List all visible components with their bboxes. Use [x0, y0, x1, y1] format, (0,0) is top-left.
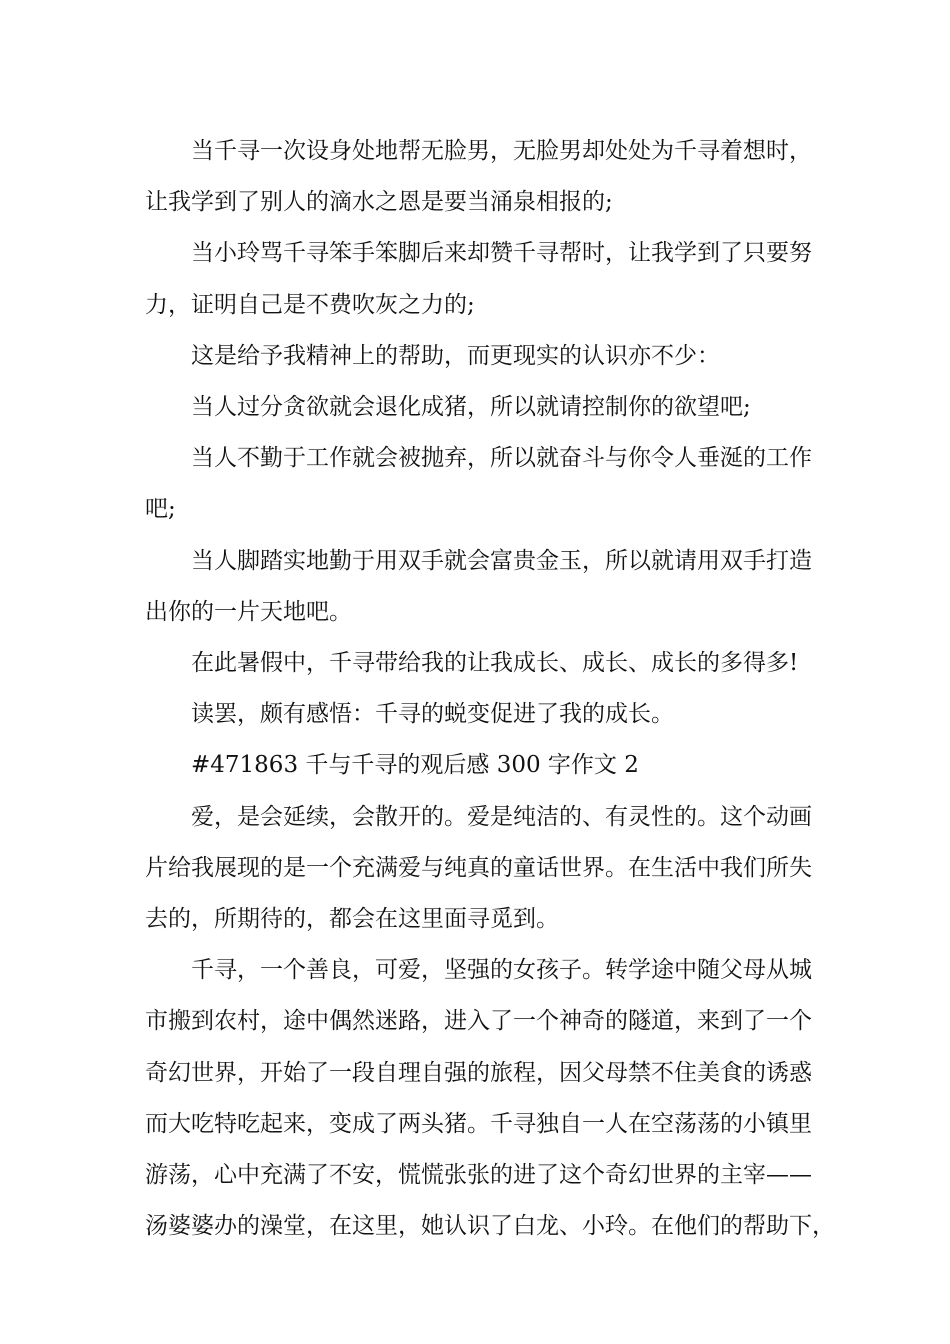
- text-line: 读罢，颇有感悟：千寻的蜕变促进了我的成长。: [191, 701, 674, 728]
- text-line: 这是给予我精神上的帮助，而更现实的认识亦不少：: [191, 342, 720, 369]
- paragraph-3: [145, 331, 825, 382]
- heading-text: #471863 千与千寻的观后感 300 字作文 2: [191, 752, 639, 779]
- text-line: 游荡，心中充满了不安，慌慌张张的进了这个奇幻世界的主宰——: [145, 1162, 812, 1189]
- text-line: 而大吃特吃起来，变成了两头猪。千寻独自一人在空荡荡的小镇里: [145, 1110, 812, 1137]
- text-line: 当小玲骂千寻笨手笨脚后来却赞千寻帮时，让我学到了只要努: [191, 240, 812, 267]
- text-line: 去的，所期待的，都会在这里面寻觅到。: [145, 906, 559, 933]
- text-line: 当人过分贪欲就会退化成猪，所以就请控制你的欲望吧;: [191, 394, 751, 421]
- paragraph-8: [145, 689, 825, 740]
- paragraph-4: [145, 382, 825, 433]
- paragraph-2: [145, 228, 825, 330]
- text-line: 让我学到了别人的滴水之恩是要当涌泉相报的;: [145, 189, 613, 216]
- text-line: 当千寻一次设身处地帮无脸男，无脸男却处处为千寻着想时，: [191, 138, 812, 164]
- paragraph-1: [145, 126, 825, 228]
- text-line: 奇幻世界，开始了一段自理自强的旅程，因父母禁不住美食的诱惑: [145, 1059, 812, 1086]
- paragraph-11: [145, 945, 835, 1252]
- section-heading: [145, 740, 825, 791]
- text-line: 爱，是会延续，会散开的。爱是纯洁的、有灵性的。这个动画: [191, 803, 812, 830]
- text-line: 片给我展现的是一个充满爱与纯真的童话世界。在生活中我们所失: [145, 854, 812, 881]
- text-line: 力，证明自己是不费吹灰之力的;: [145, 291, 475, 318]
- paragraph-5: [145, 433, 825, 535]
- text-line: 当人脚踏实地勤于用双手就会富贵金玉，所以就请用双手打造: [191, 547, 812, 574]
- text-line: 千寻，一个善良，可爱，坚强的女孩子。转学途中随父母从城: [191, 957, 812, 984]
- paragraph-6: [145, 536, 825, 638]
- text-line: 吧;: [145, 496, 176, 523]
- paragraph-7: [145, 638, 825, 689]
- text-line: 在此暑假中，千寻带给我的让我成长、成长、成长的多得多!: [191, 650, 799, 677]
- text-line: 汤婆婆办的澡堂，在这里，她认识了白龙、小玲。在他们的帮助下，: [145, 1213, 835, 1240]
- text-line: 市搬到农村，途中偶然迷路，进入了一个神奇的隧道，来到了一个: [145, 1008, 812, 1035]
- paragraph-10: [145, 792, 825, 946]
- text-line: 当人不勤于工作就会被抛弃，所以就奋斗与你令人垂涎的工作: [191, 445, 812, 472]
- text-line: 出你的一片天地吧。: [145, 598, 352, 625]
- document-body: [145, 126, 835, 1252]
